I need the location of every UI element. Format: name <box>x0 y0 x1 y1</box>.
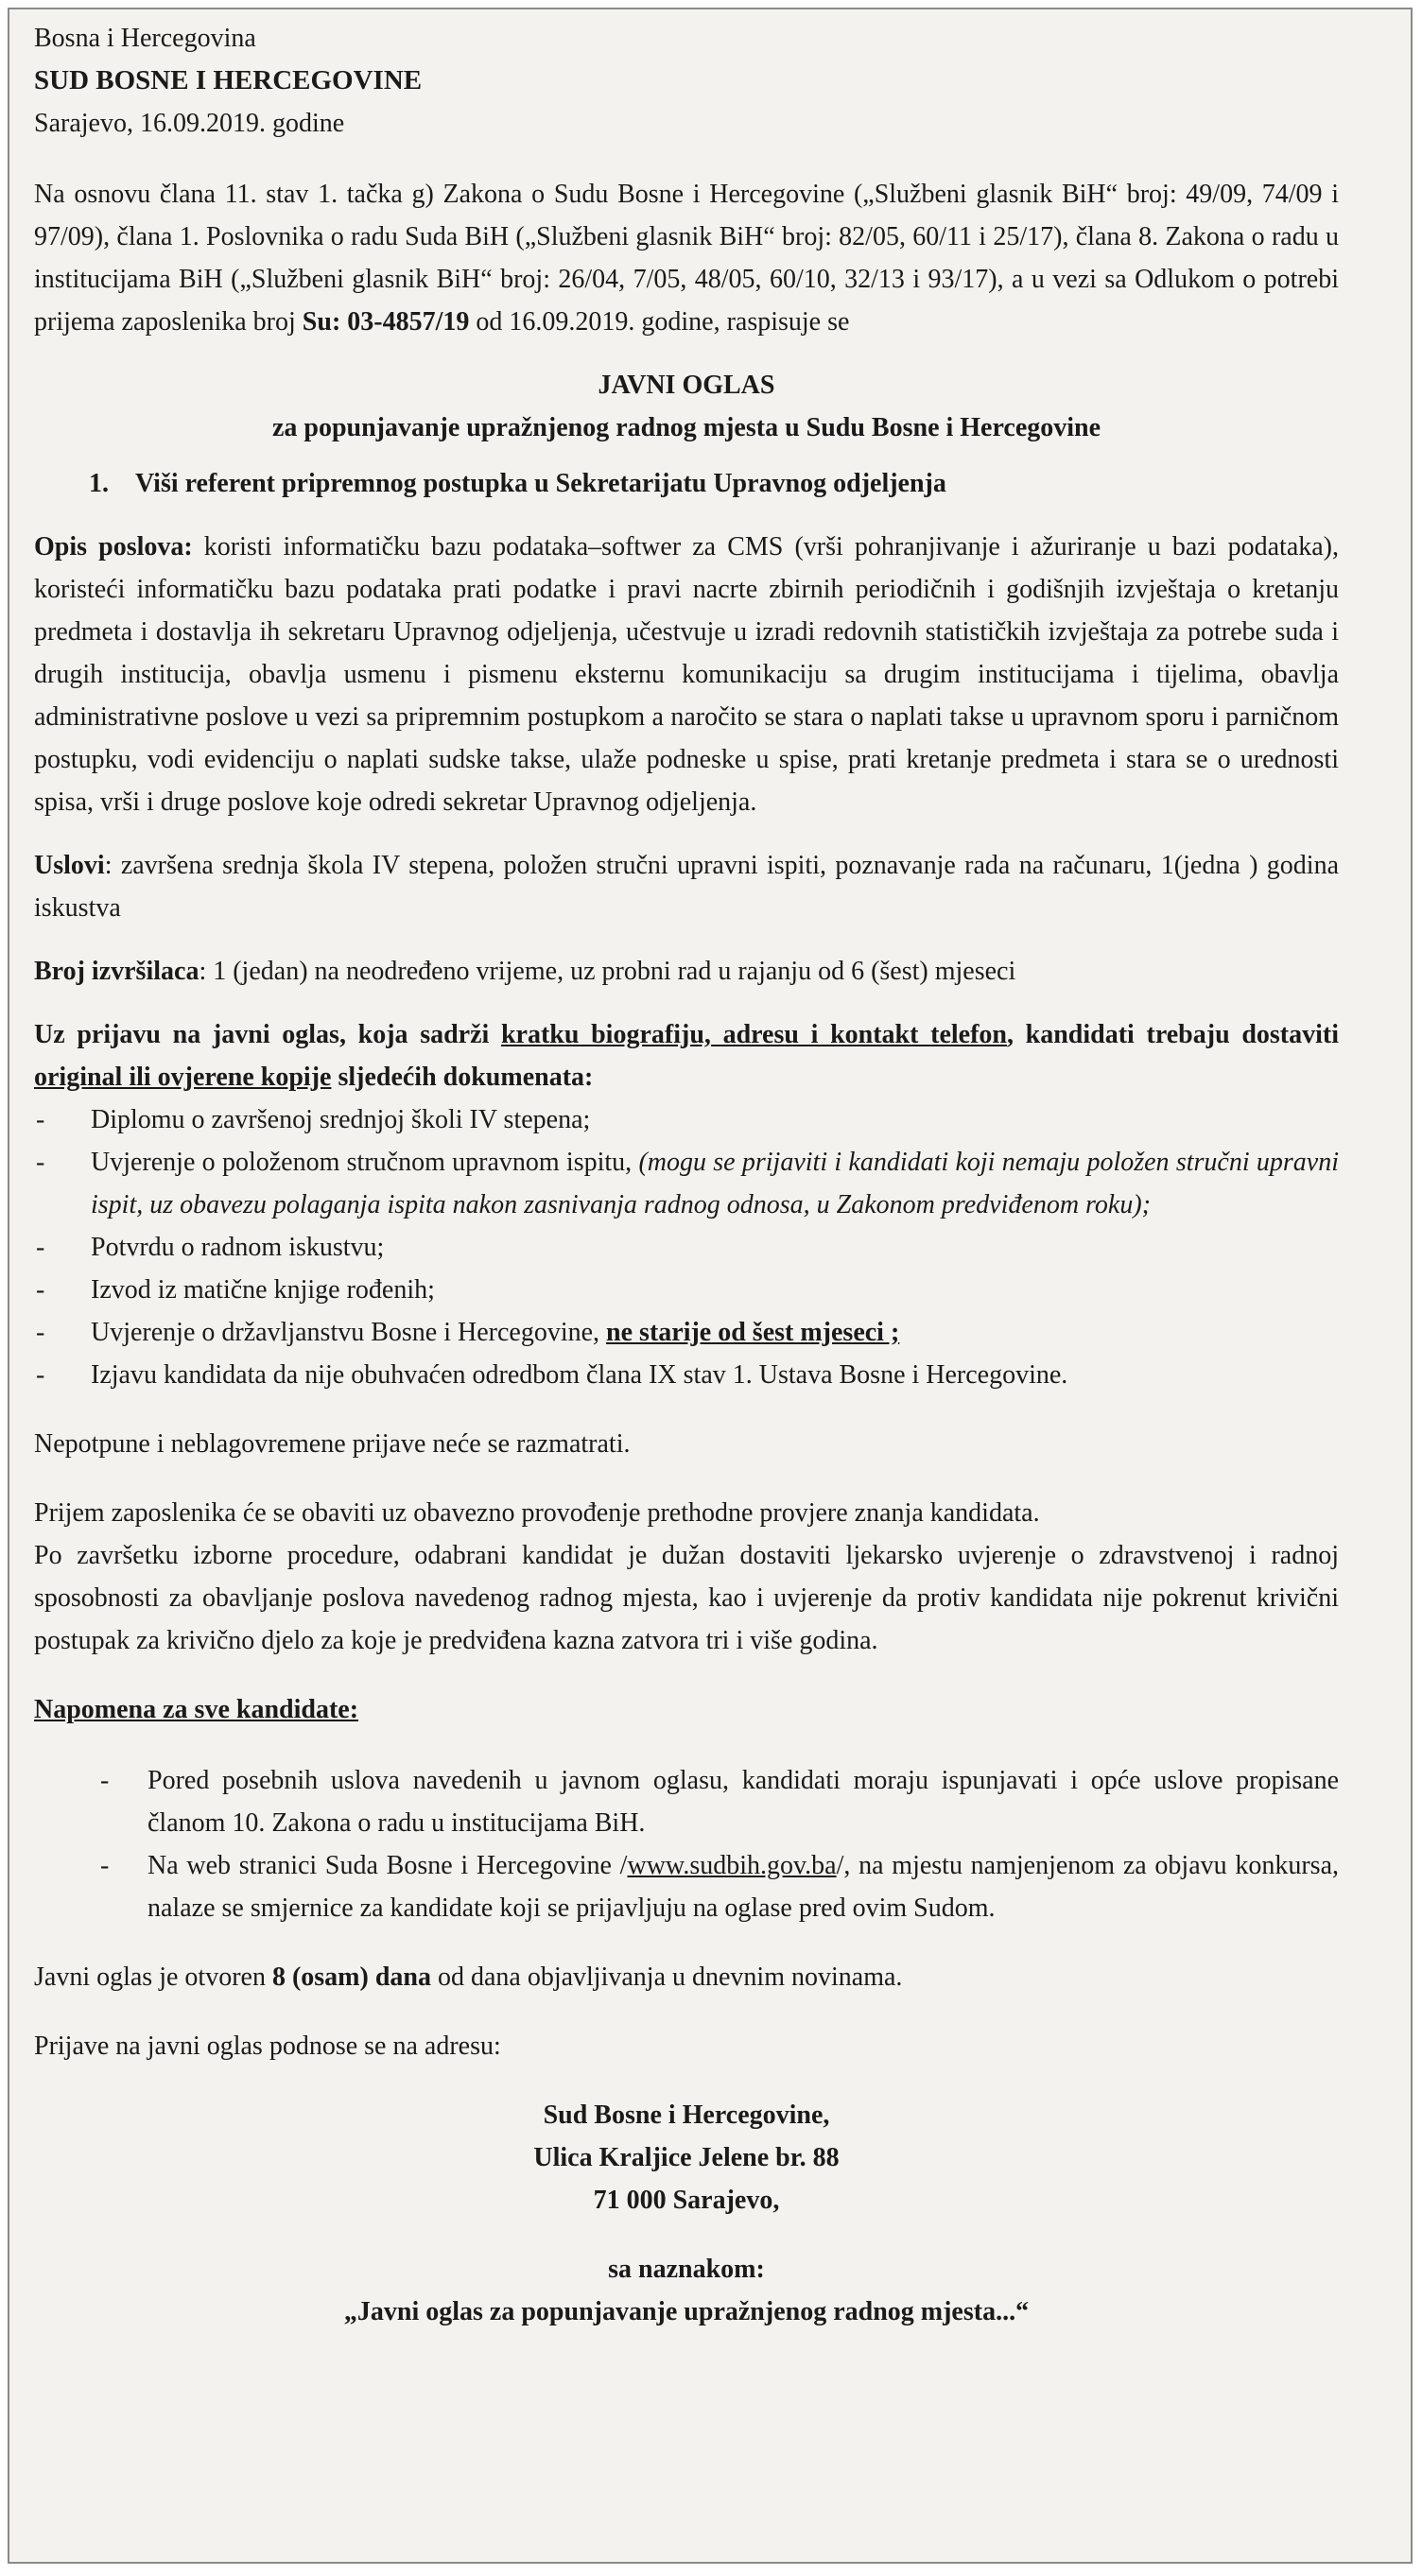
application-text-1: Uz prijavu na javni oglas, koja sadrži <box>34 1020 501 1049</box>
note2-text-after: /, na mjestu namjenjenom za objavu konkursa, nalaze se smjernice za kandidate koji se prijavljuju na oglase pred ovim Sudom. <box>147 1851 1340 1923</box>
list-item: - Izvod iz matične knjige rođenih; <box>34 1269 1339 1311</box>
list-item <box>34 1311 1339 1354</box>
open-period <box>34 1956 1339 1998</box>
list-item: - Diplomu o završenoj srednjoj školi IV stepena; <box>34 1098 1339 1141</box>
job-description-text: koristi informatičku bazu podataka–softwer za CMS (vrši pohranjivanje i ažuriranje u bazi podataka), koristeći informatičku bazu podataka prati podatke i pravi nacrte zbirnih periodičnih i godišnjih izvještaja o kretanju predmeta i dostavlja ih sekretaru Upravnog odjeljenja, učestvuje u izradi redovnih statističkih izvještaja za potrebe suda i drugih institucija, obavlja usmenu i pismenu eksternu komunikaciju sa drugim institucijama i tijelima, obavlja administrativne poslove u vezi sa pripremnim postupkom a naročito se stara o naplati takse u upravnom sporu i parničnom postupku, vodi evidenciju o naplati sudske takse, ulaže podneske u spise, prati kretanje predmeta i stara se o urednosti spisa, vrši i druge poslove koje odredi sekretar Upravnog odjeljenja. <box>34 532 1339 817</box>
doc5-emphasis: ne starije od šest mjeseci ; <box>606 1318 900 1347</box>
submit-intro: Prijave na javni oglas podnose se na adresu: <box>34 2031 501 2061</box>
doc5-text: Uvjerenje o državljanstvu Bosne i Hercegovine, <box>91 1318 607 1347</box>
notice-title: JAVNI OGLAS <box>598 371 775 400</box>
marking-text: „Javni oglas za popunjavanje upražnjenog radnog mjesta...“ <box>343 2297 1030 2326</box>
application-text-3: sljedećih dokumenata: <box>331 1063 594 1092</box>
admission-paragraph: Prijem zaposlenika će se obaviti uz obavezno provođenje prethodne provjere znanja kandidata. <box>34 1498 1040 1528</box>
notes-list <box>34 1759 1339 1929</box>
job-description <box>34 526 1339 823</box>
country-line: Bosna i Hercegovina <box>34 24 256 53</box>
executors <box>34 950 1339 993</box>
intro-paragraph <box>34 173 1339 343</box>
list-item: - Pored posebnih uslova navedenih u javnom oglasu, kandidati moraju ispunjavati i opće uslove propisane članom 10. Zakona o radu u institucijama BiH. <box>34 1759 1339 1844</box>
note2-text-before: Na web stranici Suda Bosne i Hercegovine / <box>147 1851 628 1880</box>
conditions <box>34 844 1339 929</box>
notes-heading: Napomena za sve kandidate: <box>34 1695 359 1724</box>
place-date: Sarajevo, 16.09.2019. godine <box>34 109 345 138</box>
doc2-text: Uvjerenje o položenom stručnom upravnom ispitu, <box>91 1148 639 1177</box>
conditions-text: : završena srednja škola IV stepena, položen stručni upravni ispiti, poznavanje rada na računaru, 1(jedna ) godina iskustva <box>34 851 1339 923</box>
notice-subtitle: za popunjavanje upražnjenog radnog mjesta u Sudu Bosne i Hercegovine <box>271 413 1101 442</box>
submission-address <box>34 2094 1339 2333</box>
website-link[interactable]: www.sudbih.gov.ba <box>627 1851 837 1880</box>
court-name: SUD BOSNE I HERCEGOVINE <box>34 65 423 95</box>
marking-label: sa naznakom: <box>608 2255 765 2284</box>
intro-text-after: od 16.09.2019. godine, raspisuje se <box>469 307 850 337</box>
document-page <box>8 8 1413 2564</box>
list-item: - Potvrdu o radnom iskustvu; <box>34 1226 1339 1269</box>
position-title <box>34 462 1339 505</box>
document-content <box>34 17 1339 2333</box>
intro-text-before: Na osnovu člana 11. stav 1. tačka g) Zakona o Sudu Bosne i Hercegovine („Službeni glasnik BiH“ broj: 49/09, 74/09 i 97/09), člana 1. Poslovnika o radu Suda BiH („Službeni glasnik BiH“ broj: 82/05, 60/11 i 25/17), člana 8. Zakona o radu u institucijama BiH („Službeni glasnik BiH“ broj: 26/04, 7/05, 48/05, 60/10, 32/13 i 93/17), a u vezi sa Odlukom o potrebi prijema zaposlenika broj <box>34 180 1339 337</box>
incomplete-applications: Nepotpune i neblagovremene prijave neće se razmatrati. <box>34 1429 631 1459</box>
after-procedure-paragraph: Po završetku izborne procedure, odabrani kandidat je dužan dostaviti ljekarsko uvjerenje o zdravstvenoj i radnoj sposobnosti za obavljanje poslova navedenog radnog mjesta, kao i uvjerenje da protiv kandidata nije pokrenut krivični postupak za krivično djelo za koje je predviđena kazna zatvora tri i više godina. <box>34 1541 1339 1655</box>
list-item <box>34 1844 1339 1929</box>
executors-text: : 1 (jedan) na neodređeno vrijeme, uz probni rad u rajanju od 6 (šest) mjeseci <box>199 957 1016 986</box>
decision-number: Su: 03-4857/19 <box>302 307 470 337</box>
address-line: Ulica Kraljice Jelene br. 88 <box>533 2143 840 2172</box>
position-number: 1. <box>89 469 109 498</box>
executors-label: Broj izvršilaca <box>34 957 199 986</box>
list-item: - Izjavu kandidata da nije obuhvaćen odredbom člana IX stav 1. Ustava Bosne i Hercegovine. <box>34 1354 1339 1396</box>
doc2-note: (mogu se prijaviti i kandidati koji nemaju položen stručni upravni ispit, uz obavezu polaganja ispita nakon zasnivanja radnog odnosa, u Zakonom predviđenom roku); <box>91 1148 1339 1219</box>
position-name: Viši referent pripremnog postupka u Sekretarijatu Upravnog odjeljenja <box>135 469 946 498</box>
list-item <box>34 1141 1339 1226</box>
conditions-label: Uslovi <box>34 851 105 880</box>
application-text-2: , kandidati trebaju dostaviti <box>1006 1020 1339 1049</box>
application-underlined-1: kratku biografiju, adresu i kontakt telefon <box>500 1020 1007 1049</box>
application-underlined-2: original ili ovjerene kopije <box>34 1063 332 1092</box>
open-period-days: 8 (osam) dana <box>271 1962 431 1992</box>
job-description-label: Opis poslova: <box>34 532 193 562</box>
open-period-after: od dana objavljivanja u dnevnim novinama. <box>430 1962 903 1992</box>
open-period-before: Javni oglas je otvoren <box>34 1962 272 1992</box>
application-requirements <box>34 1013 1339 1098</box>
address-line: 71 000 Sarajevo, <box>593 2186 780 2215</box>
documents-list <box>34 1098 1339 1396</box>
address-line: Sud Bosne i Hercegovine, <box>543 2101 830 2130</box>
